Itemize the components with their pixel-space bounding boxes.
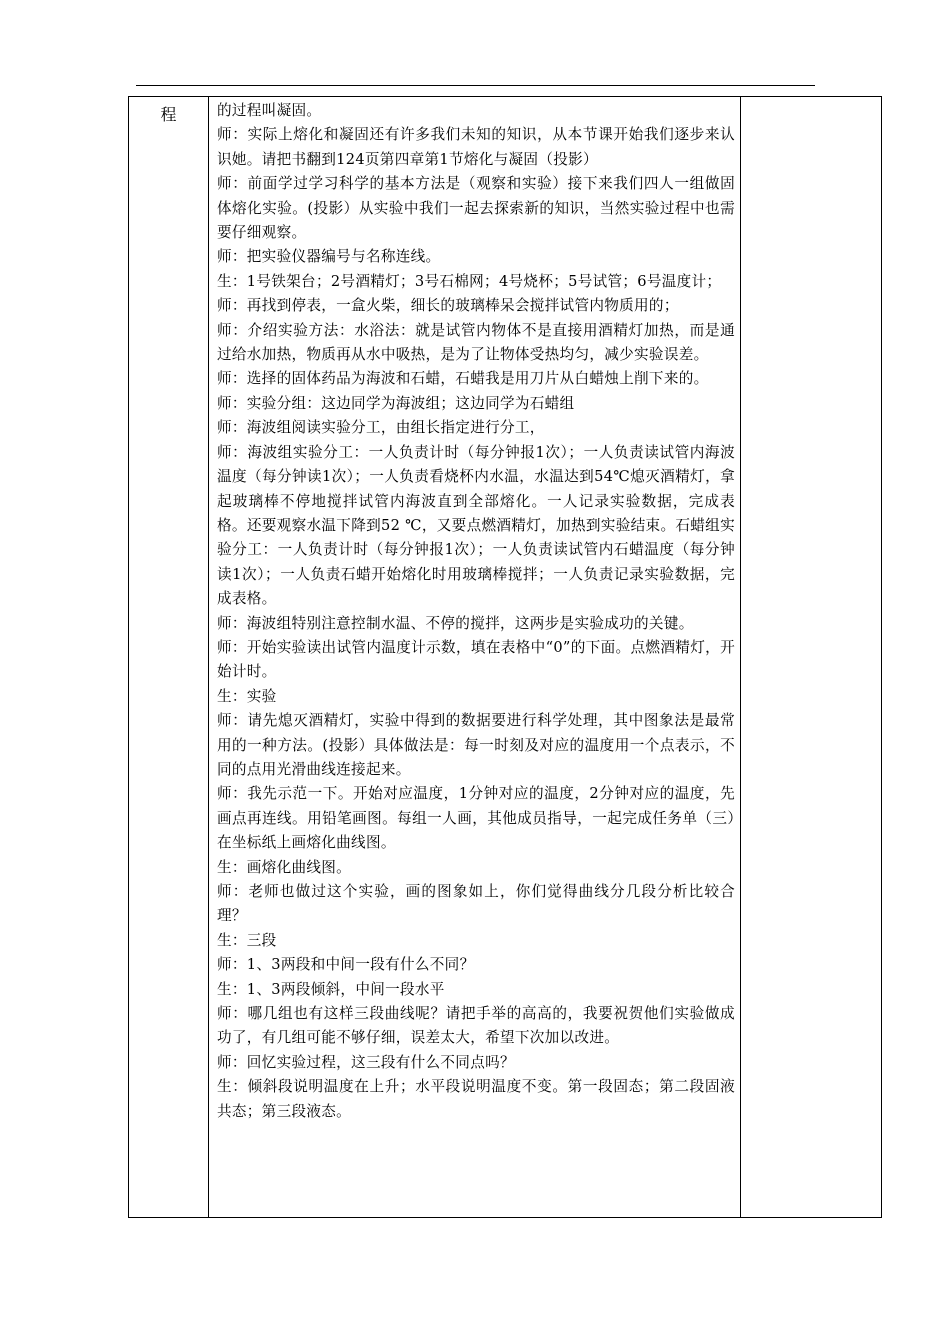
process-paragraph: 生：实验: [217, 687, 277, 705]
process-paragraph: 生：倾斜段说明温度在上升；水平段说明温度不变。第一段固态；第二段固液共态；第三段液态。: [217, 1078, 735, 1120]
process-paragraph: 的过程叫凝固。: [217, 102, 322, 119]
process-paragraph: 师：老师也做过这个实验，画的图象如上，你们觉得曲线分几段分析比较合理？: [217, 883, 735, 925]
process-paragraph: 师：哪几组也有这样三段曲线呢？请把手举的高高的，我要祝贺他们实验做成功了，有几组可能不够仔细，误差太大，希望下次加以改进。: [217, 1005, 735, 1047]
process-paragraph: 师：再找到停表，一盒火柴，细长的玻璃棒呆会搅拌试管内物质用的；: [217, 297, 679, 315]
process-paragraph: 生：1、3两段倾斜，中间一段水平: [217, 980, 445, 998]
process-paragraph: 师：海波组特别注意控制水温、不停的搅拌，这两步是实验成功的关键。: [217, 614, 694, 632]
process-paragraph: 生：1号铁架台；2号酒精灯；3号石棉网；4号烧杯；5号试管；6号温度计；: [217, 272, 722, 290]
process-paragraph: 师：我先示范一下。开始对应温度，1分钟对应的温度，2分钟对应的温度，先画点再连线。用铅笔画图。每组一人画，其他成员指导，一起完成任务单（三）在坐标纸上画熔化曲线图。: [217, 785, 735, 852]
process-paragraph: 师：海波组阅读实验分工，由组长指定进行分工，: [217, 419, 545, 437]
process-paragraph: 师：实际上熔化和凝固还有许多我们未知的知识，从本节课开始我们逐步来认识她。请把书翻到124页第四章第1节熔化与凝固（投影）: [217, 126, 735, 168]
lesson-plan-table: [128, 96, 882, 1218]
process-paragraph: 师：实验分组：这边同学为海波组；这边同学为石蜡组: [217, 394, 575, 412]
process-paragraph: 师：开始实验读出试管内温度计示数，填在表格中“0”的下面。点燃酒精灯，开始计时。: [217, 638, 735, 681]
process-paragraph: 师：把实验仪器编号与名称连线。: [217, 248, 441, 266]
process-paragraph: 师：海波组实验分工：一人负责计时（每分钟报1次）；一人负责读试管内海波温度（每分钟读1次）；一人负责看烧杯内水温，水温达到54℃熄灭酒精灯，拿起玻璃棒不停地搅拌试管内海波直到全部熔化。一人记录实验数据，完成表格。还要观察水温下降到52 ℃，又要点燃酒精灯，加热到实验结束。石蜡组实验分工：一人负责计时（每分钟报1次）；一人负责读试管内石蜡温度（每分钟读1次）；一人负责石蜡开始熔化时用玻璃棒搅拌；一人负责记录实验数据，完成表格。: [217, 443, 735, 608]
notes-cell: [741, 97, 881, 1217]
process-paragraph: 师：选择的固体药品为海波和石蜡，石蜡我是用刀片从白蜡烛上削下来的。: [217, 370, 709, 388]
header-rule: [136, 85, 815, 86]
process-paragraph: 师：请先熄灭酒精灯，实验中得到的数据要进行科学处理，其中图象法是最常用的一种方法。(投影）具体做法是：每一时刻及对应的温度用一个点表示，不同的点用光滑曲线连接起来。: [217, 712, 735, 778]
section-label: 程: [160, 105, 177, 124]
process-paragraph: 生：画熔化曲线图。: [217, 858, 352, 876]
process-paragraph: 师：介绍实验方法：水浴法：就是试管内物体不是直接用酒精灯加热，而是通过给水加热，物质再从水中吸热，是为了让物体受热均匀，减少实验误差。: [217, 321, 735, 364]
process-paragraph: 师：回忆实验过程，这三段有什么不同点吗？: [217, 1053, 515, 1071]
process-paragraph: 师：1、3两段和中间一段有什么不同？: [217, 956, 475, 974]
process-paragraph: 生：三段: [217, 931, 277, 949]
teaching-process-cell: [209, 97, 741, 1217]
section-label-cell: [129, 97, 209, 1217]
process-paragraph: 师：前面学过学习科学的基本方法是（观察和实验）接下来我们四人一组做固体熔化实验。(投影）从实验中我们一起去探索新的知识，当然实验过程中也需要仔细观察。: [217, 175, 735, 242]
